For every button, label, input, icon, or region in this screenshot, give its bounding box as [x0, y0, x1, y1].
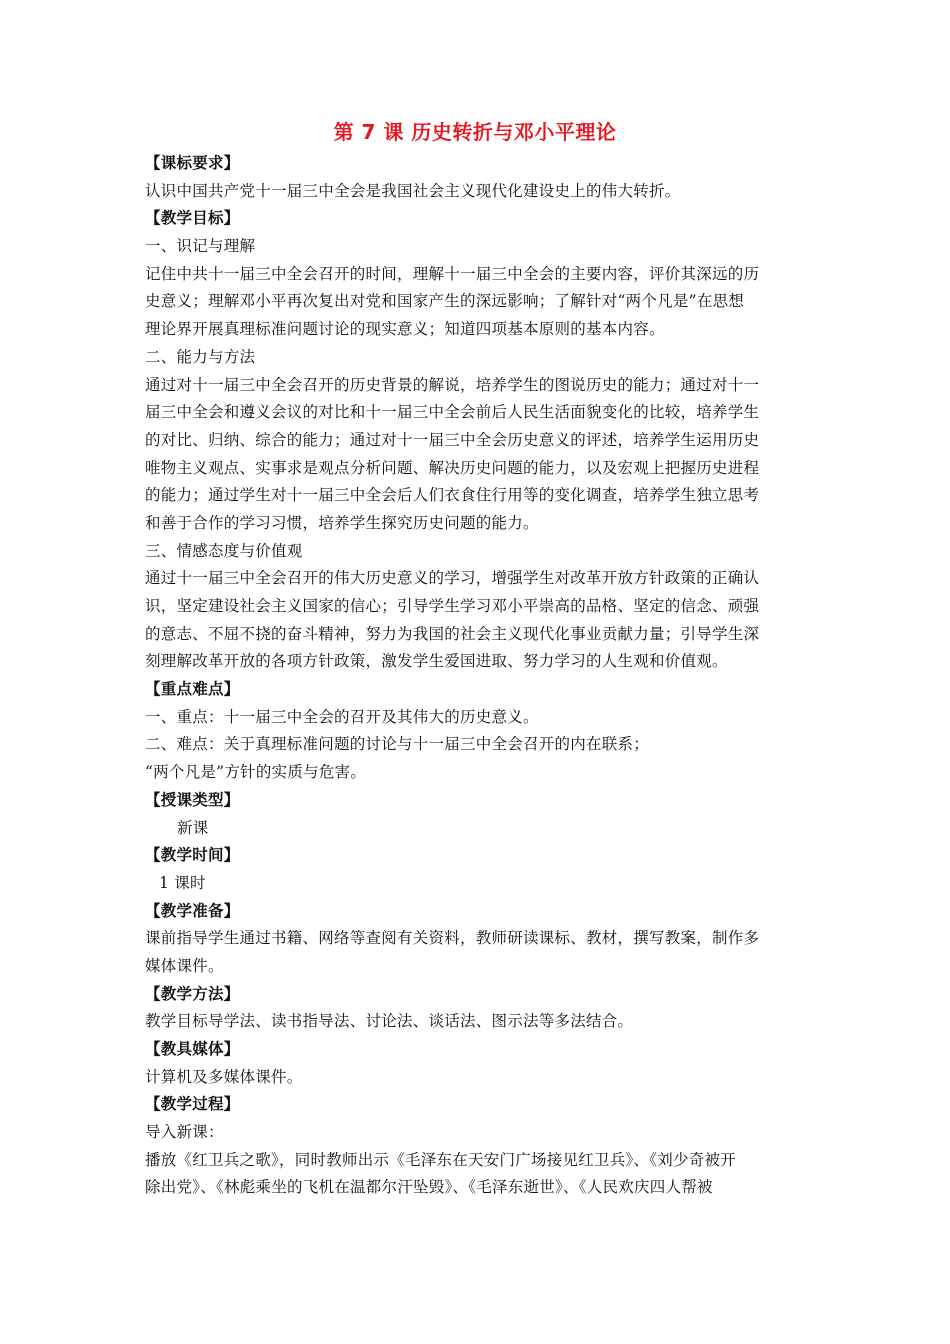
- text-line: 课前指导学生通过书籍、网络等查阅有关资料，教师研读课标、教材，撰写教案，制作多: [145, 929, 760, 948]
- section-heading: 【教学时间】: [145, 846, 240, 865]
- text-line: 通过十一届三中全会召开的伟大历史意义的学习，增强学生对改革开放方针政策的正确认: [145, 569, 760, 588]
- section-heading: 【重点难点】: [145, 680, 240, 699]
- text-line: 一、重点：十一届三中全会的召开及其伟大的历史意义。: [145, 707, 539, 726]
- lesson-title: 第 7 课 历史转折与邓小平理论: [333, 120, 617, 144]
- text-line: “两个凡是”方针的实质与危害。: [145, 763, 367, 782]
- text-line: 导入新课：: [145, 1123, 224, 1142]
- text-line: 计算机及多媒体课件。: [145, 1067, 303, 1086]
- text-line: 三、情感态度与价值观: [145, 541, 303, 560]
- text-line: 理论界开展真理标准问题讨论的现实意义；知道四项基本原则的基本内容。: [145, 320, 665, 339]
- text-line: 和善于合作的学习习惯，培养学生探究历史问题的能力。: [145, 513, 539, 532]
- text-line: 通过对十一届三中全会召开的历史背景的解说，培养学生的图说历史的能力；通过对十一: [145, 375, 760, 394]
- text-line: 媒体课件。: [145, 956, 224, 975]
- text-line: 史意义；理解邓小平再次复出对党和国家产生的深远影响；了解针对“两个凡是”在思想: [145, 292, 745, 311]
- text-line: 识，坚定建设社会主义国家的信心；引导学生学习邓小平崇高的品格、坚定的信念、顽强: [145, 597, 760, 615]
- text-line: 二、难点：关于真理标准问题的讨论与十一届三中全会召开的内在联系；: [145, 735, 650, 754]
- text-line: 唯物主义观点、实事求是观点分析问题、解决历史问题的能力，以及宏观上把握历史进程: [145, 458, 760, 477]
- text-line: 二、能力与方法: [145, 347, 256, 366]
- section-heading: 【教学准备】: [145, 901, 240, 920]
- document-body: [145, 150, 805, 1202]
- text-line: 的意志、不屈不挠的奋斗精神，努力为我国的社会主义现代化事业贡献力量；引导学生深: [145, 624, 760, 643]
- text-line: 的对比、归纳、综合的能力；通过对十一届三中全会历史意义的评述，培养学生运用历史: [145, 430, 760, 449]
- section-heading: 【教学方法】: [145, 984, 240, 1003]
- section-heading: 【授课类型】: [145, 790, 240, 809]
- section-heading: 【教学目标】: [145, 209, 240, 228]
- section-heading: 【课标要求】: [145, 154, 240, 172]
- text-line: 记住中共十一届三中全会召开的时间，理解十一届三中全会的主要内容，评价其深远的历: [145, 264, 760, 283]
- section-heading: 【教学过程】: [145, 1095, 240, 1114]
- text-line: 的能力；通过学生对十一届三中全会后人们衣食住行用等的变化调查，培养学生独立思考: [145, 486, 760, 505]
- section-heading: 【教具媒体】: [145, 1040, 240, 1058]
- text-line: 1 课时: [159, 873, 206, 892]
- text-line: 认识中国共产党十一届三中全会是我国社会主义现代化建设史上的伟大转折。: [145, 181, 681, 200]
- text-line: 新课: [177, 818, 209, 837]
- text-line: 刻理解改革开放的各项方针政策，激发学生爱国进取、努力学习的人生观和价值观。: [145, 652, 728, 671]
- text-line: 播放《红卫兵之歌》，同时教师出示《毛泽东在天安门广场接见红卫兵》、《刘少奇被开: [145, 1150, 737, 1169]
- text-line: 一、识记与理解: [145, 237, 256, 256]
- text-line: 届三中全会和遵义会议的对比和十一届三中全会前后人民生活面貌变化的比较，培养学生: [145, 403, 760, 422]
- text-line: 除出党》、《林彪乘坐的飞机在温都尔汗坠毁》、《毛泽东逝世》、《人民欢庆四人帮被: [145, 1178, 713, 1197]
- text-line: 教学目标导学法、读书指导法、讨论法、谈话法、图示法等多法结合。: [145, 1012, 634, 1031]
